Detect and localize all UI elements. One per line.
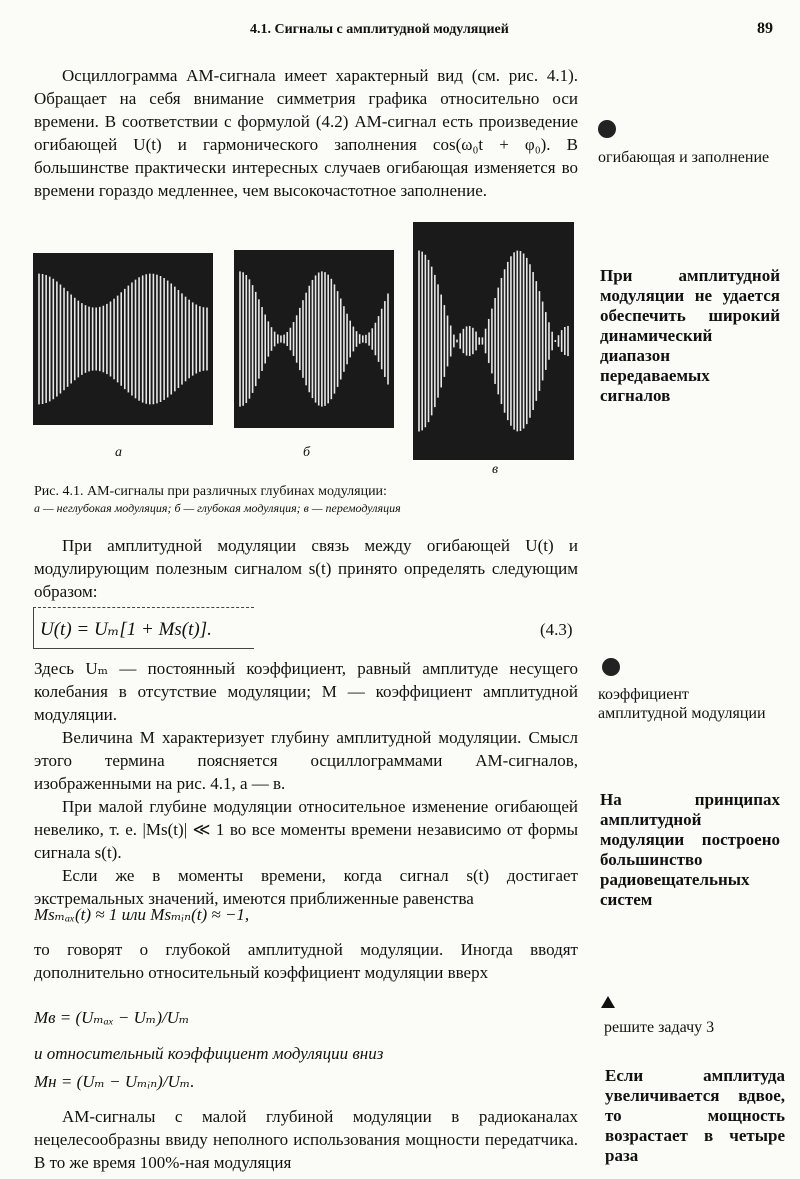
paragraph-text: и относительный коэффициент модуляции вниз (34, 1044, 384, 1063)
margin-highlight-broadcasting: На принципах амплитудной модуляции построено большинство радиовещательных систем (600, 790, 780, 909)
margin-highlight-power: Если амплитуда увеличивается вдвое, то мощность возрастает в четыре раза (605, 1066, 785, 1165)
paragraph-text: Если же в моменты времени, когда сигнал s(t) достигает экстремальных значений, имеются приближенные равенства (34, 866, 578, 908)
equation-mod-up: Mв = (Uₘₐₓ − Uₘ)/Uₘ (34, 1008, 190, 1027)
paragraph-text: то говорят о глубокой амплитудной модуляции. Иногда вводят дополнительно относительный коэффициент модуляции вверх (34, 940, 578, 982)
paragraph-intro (34, 64, 578, 202)
equation-4-3: U(t) = Uₘ[1 + Ms(t)]. (40, 619, 212, 640)
margin-note-task: решите задачу 3 (604, 1019, 715, 1036)
task-triangle-icon (601, 996, 615, 1008)
page-number: 89 (757, 20, 773, 37)
figure-label-a: а (115, 445, 122, 460)
margin-highlight-dynamic-range: При амплитудной модуляции не удается обеспечить широкий динамический диапазон передаваемых сигналов (600, 266, 780, 405)
oscillogram-a (33, 253, 213, 425)
paragraph-block (34, 657, 578, 910)
paragraph-block-3 (34, 1042, 578, 1065)
note-bullet-icon (598, 120, 616, 138)
oscillogram-a-plot (33, 253, 213, 425)
paragraph-block-4 (34, 1105, 578, 1174)
equation-mod-down: Mн = (Uₘ − Uₘᵢₙ)/Uₘ. (34, 1072, 195, 1091)
paragraph-text: При малой глубине модуляции относительное изменение огибающей невелико, т. е. |Ms(t)| ≪ 1 во все моменты времени независимо от формы сигнала s(t). (34, 797, 578, 862)
margin-note-envelope: огибающая и заполнение (598, 149, 770, 166)
paragraph-block-2 (34, 938, 578, 984)
caption-legend: а — неглубокая модуляция; б — глубокая модуляция; в — перемодуляция (34, 501, 401, 515)
oscillogram-c-plot (413, 222, 574, 460)
oscillogram-b (234, 250, 394, 428)
running-header: 4.1. Сигналы с амплитудной модуляцией (250, 22, 509, 37)
equation-number: (4.3) (540, 620, 573, 639)
paragraph-text: Осциллограмма АМ-сигнала имеет характерный вид (см. рис. 4.1). Обращает на себя внимание симметрия графика относительно оси времени. В соответствии с формулой (4.2) АМ-сигнал есть произведение огибающей U(t) и гармонического заполнения cos(ω₀t + φ₀). В большинстве практически интересных случаев огибающая изменяется во времени гораздо медленнее, чем высокочастотное заполнение. (34, 66, 578, 200)
paragraph-text: АМ-сигналы с малой глубиной модуляции в радиоканалах нецелесообразны ввиду неполного использования мощности передатчика. В то же время 100%-ная модуляция (34, 1107, 578, 1172)
figure-label-c: в (492, 462, 499, 477)
paragraph-text: Величина M характеризует глубину амплитудной модуляции. Смысл этого термина поясняется осциллограммами АМ-сигналов, изображенными на рис. 4.1, а — в. (34, 728, 578, 793)
margin-note-modulation-coefficient: коэффициент амплитудной модуляции (598, 686, 766, 722)
paragraph-text: Здесь Uₘ — постоянный коэффициент, равный амплитуде несущего колебания в отсутствие модуляции; M — коэффициент амплитудной модуляции. (34, 659, 578, 724)
oscillogram-c (413, 222, 574, 460)
caption-title: Рис. 4.1. АМ-сигналы при различных глубинах модуляции: (34, 484, 387, 499)
figure-caption (34, 483, 584, 517)
note-bullet-icon (602, 658, 620, 676)
figure-label-b: б (303, 445, 311, 460)
paragraph-relation (34, 534, 578, 603)
oscillogram-b-plot (234, 250, 394, 428)
equation-extreme: Msₘₐₓ(t) ≈ 1 или Msₘᵢₙ(t) ≈ −1, (34, 905, 250, 924)
paragraph-text: При амплитудной модуляции связь между огибающей U(t) и модулирующим полезным сигналом s(t) принято определять следующим образом: (34, 536, 578, 601)
